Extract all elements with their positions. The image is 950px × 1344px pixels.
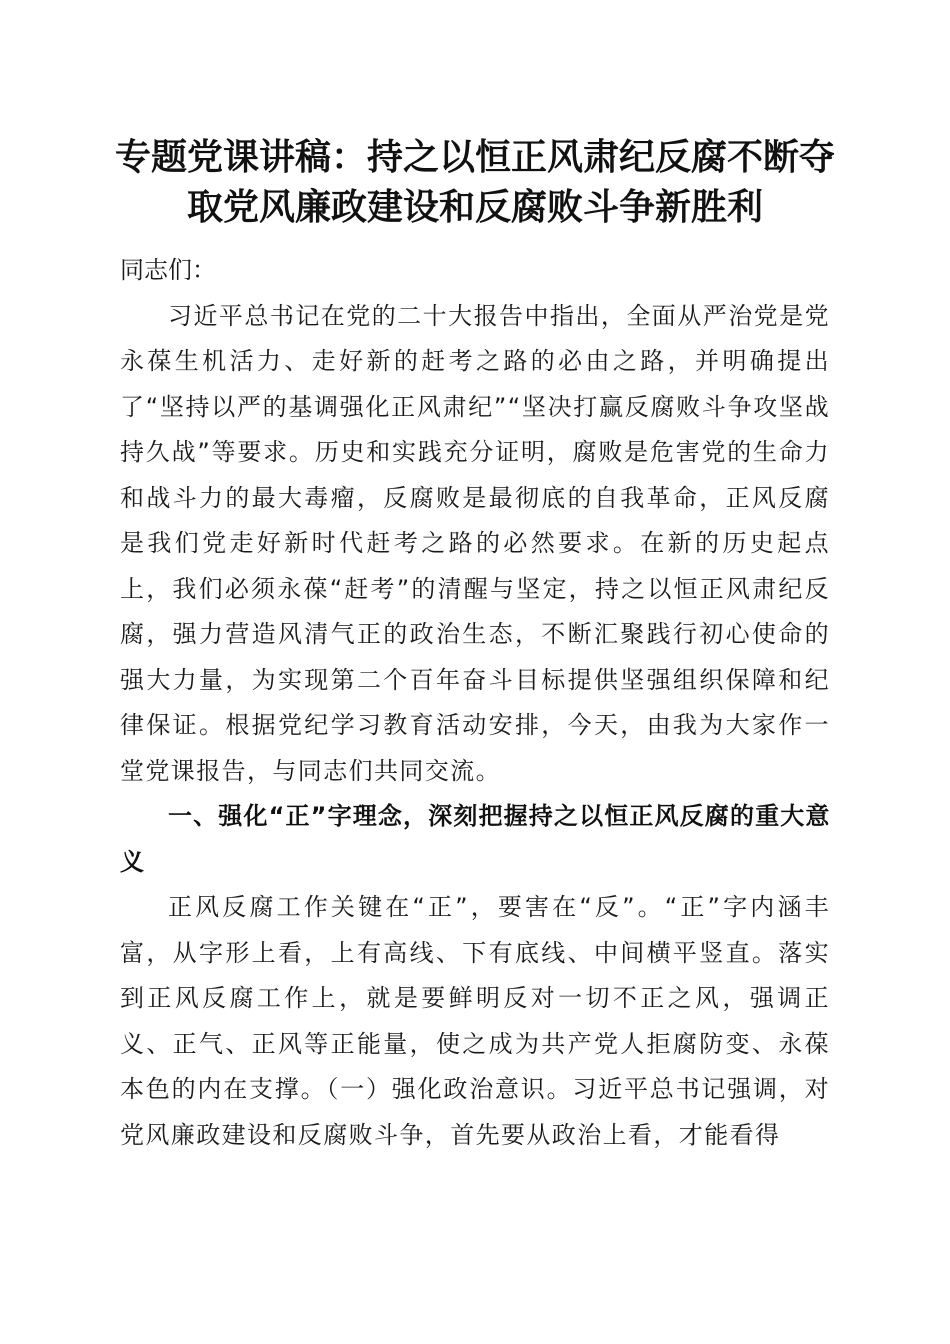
salutation: 同志们： xyxy=(120,256,216,284)
document-body xyxy=(120,248,830,1158)
section-1-heading: 一、强化“正”字理念，深刻把握持之以恒正风反腐的重大意义 xyxy=(120,802,830,876)
intro-paragraph: 习近平总书记在党的二十大报告中指出，全面从严治党是党永葆生机活力、走好新的赶考之路的必由之路，并明确提出了“坚持以严的基调强化正风肃纪”“坚决打赢反腐败斗争攻坚战持久战”等要求。历史和实践充分证明，腐败是危害党的生命力和战斗力的最大毒瘤，反腐败是最彻底的自我革命，正风反腐是我们党走好新时代赶考之路的必然要求。在新的历史起点上，我们必须永葆“赶考”的清醒与坚定，持之以恒正风肃纪反腐，强力营造风清气正的政治生态，不断汇聚践行初心使命的强大力量，为实现第二个百年奋斗目标提供坚强组织保障和纪律保证。根据党纪学习教育活动安排，今天，由我为大家作一堂党课报告，与同志们共同交流。 xyxy=(120,301,830,785)
section-1-paragraph: 正风反腐工作关键在“正”，要害在“反”。“正”字内涵丰富，从字形上看，上有高线、下有底线、中间横平竖直。落实到正风反腐工作上，就是要鲜明反对一切不正之风，强调正义、正气、正风等正能量，使之成为共产党人拒腐防变、永葆本色的内在支撑。（一）强化政治意识。习近平总书记强调，对党风廉政建设和反腐败斗争，首先要从政治上看，才能看得 xyxy=(120,893,830,1149)
title-line-2: 取党风廉政建设和反腐败斗争新胜利 xyxy=(186,186,763,228)
document-title xyxy=(100,132,850,232)
title-line-1: 专题党课讲稿：持之以恒正风肃纪反腐不断夺 xyxy=(114,136,835,178)
